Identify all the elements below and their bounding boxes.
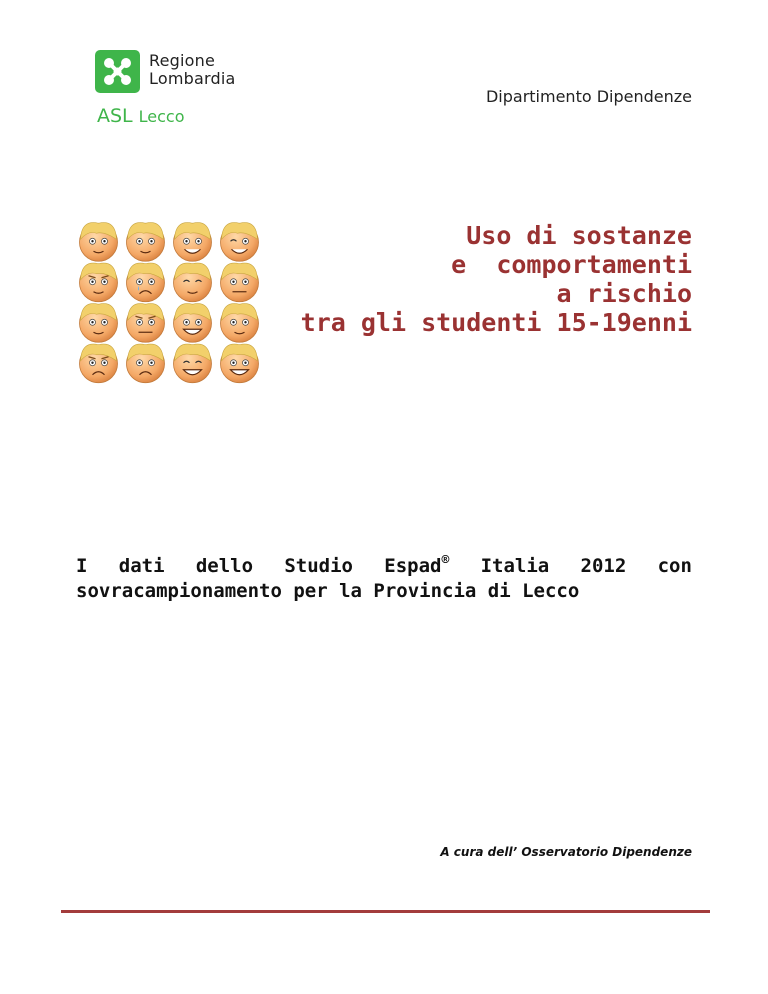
face-neutral-icon: [221, 304, 259, 343]
title-line-4: tra gli studenti 15-19enni: [300, 308, 692, 337]
subtitle-line-2: sovracampionamento per la Provincia di Lecco: [76, 580, 580, 602]
subtitle-word: I: [76, 555, 88, 577]
face-grumpy-icon: [80, 344, 118, 383]
face-flat-icon: [221, 263, 259, 302]
title-line-1: Uso di sostanze: [466, 221, 692, 250]
regione-lombardia-asl-lecco-logo: [95, 50, 265, 130]
department-name: Dipartimento Dipendenze: [485, 87, 692, 106]
logo-asl-text: ASL: [97, 105, 133, 127]
face-neutral-icon: [127, 223, 165, 262]
footer-rule: [61, 910, 710, 913]
face-teeth-icon: [174, 304, 212, 343]
face-crying-icon: [127, 263, 165, 302]
face-neutral-icon: [80, 304, 118, 343]
subtitle-word: Espad: [384, 555, 442, 577]
face-laugh-icon: [174, 344, 212, 383]
face-angry-icon: [127, 304, 165, 343]
subtitle-word: con: [657, 555, 692, 577]
logo-region-line2: Lombardia: [149, 69, 236, 88]
subtitle-word: dati: [118, 555, 165, 577]
face-sad-icon: [127, 344, 165, 383]
subtitle-word: 2012: [580, 555, 627, 577]
title-line-3: a rischio: [556, 279, 692, 308]
document-subtitle: [76, 554, 692, 604]
subtitle-word-espad: [384, 554, 449, 579]
face-neutral-icon: [80, 223, 118, 262]
face-squint-icon: [174, 263, 212, 302]
logo-region-name: [149, 52, 235, 88]
lombardia-cross-icon: [95, 50, 140, 93]
subtitle-word: Italia: [480, 555, 550, 577]
registered-mark: ®: [441, 553, 450, 568]
face-wink-icon: [221, 223, 259, 262]
face-annoyed-icon: [80, 263, 118, 302]
logo-city-text: Lecco: [138, 107, 185, 126]
subtitle-line-1: [76, 554, 692, 579]
face-grin-teeth-icon: [221, 344, 259, 383]
logo-asl-lecco: [97, 105, 185, 127]
emoticon-faces-illustration: [75, 222, 275, 384]
subtitle-word: dello: [195, 555, 254, 577]
face-grin-icon: [174, 223, 212, 262]
subtitle-word: Studio: [284, 555, 353, 577]
document-title: [301, 221, 692, 337]
credit-line: A cura dell’ Osservatorio Dipendenze: [440, 845, 692, 859]
logo-region-line1: Regione: [149, 51, 216, 70]
title-line-2: e comportamenti: [451, 250, 692, 279]
